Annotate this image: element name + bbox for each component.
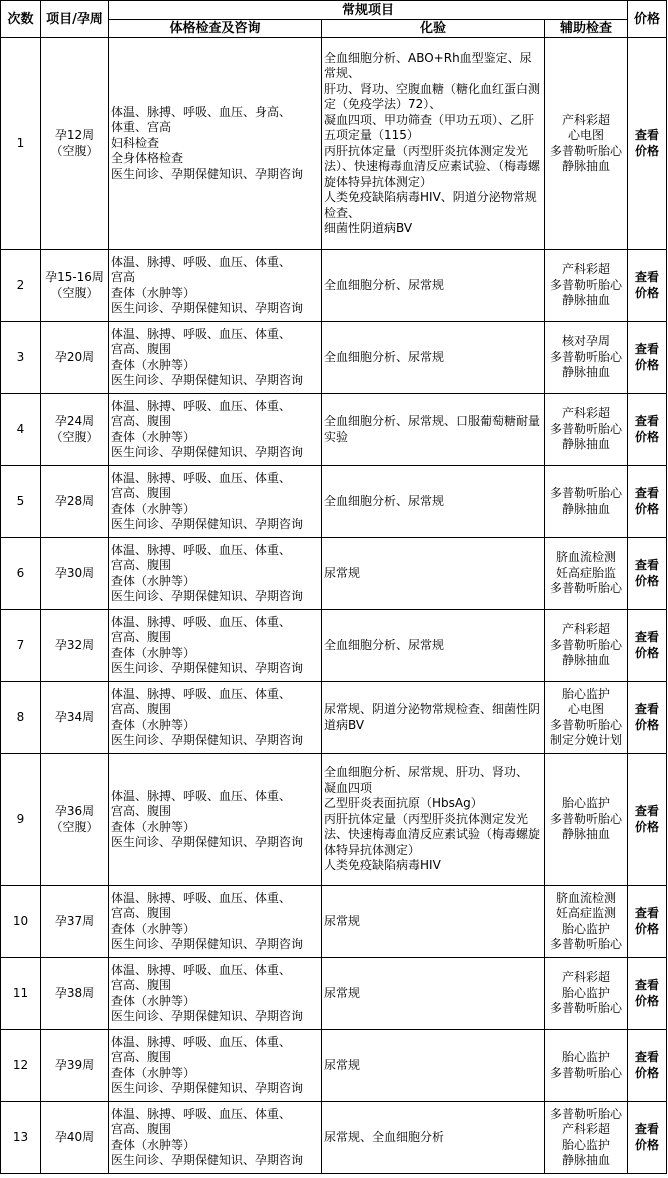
price-link-line: 价格 [634,1065,659,1080]
exam-line: 医生问诊、孕期保健知识、孕期咨询 [111,589,304,603]
lab-test-cell [322,538,545,610]
exam-line: 查体（水肿等） [111,993,196,1008]
lab-test-cell [322,38,545,250]
auxiliary-exam-cell [545,322,628,394]
physical-exam-cell [109,886,322,958]
price-link-line: 价格 [634,143,659,158]
exam-line: 体温、脉搏、呼吸、血压、身高、 [111,104,292,119]
lab-line: 肝功、肾功、空腹血糖（糖化血红蛋白测定（免疫学法）72）、 [324,81,541,111]
price-link-line: 价格 [634,717,659,732]
aux-line: 胎心监护 [561,1050,610,1064]
week-line: （空腹） [50,819,99,834]
physical-exam-cell [109,1102,322,1174]
physical-exam-cell [109,322,322,394]
header-week: 项目/孕周 [41,1,109,38]
auxiliary-exam-cell [545,1102,628,1174]
aux-line: 静脉抽血 [561,159,610,173]
price-link-line: 价格 [634,819,659,834]
lab-line: 凝血四项 [324,780,373,795]
physical-exam-cell [109,610,322,682]
physical-exam-cell [109,538,322,610]
week-line: 孕30周 [54,565,95,580]
aux-line: 多普勒听胎心 [549,421,622,436]
price-link-line: 查看 [634,804,659,818]
lab-test-cell [322,958,545,1030]
physical-exam-cell [109,754,322,886]
aux-line: 静脉抽血 [561,437,610,452]
week-line: （空腹） [50,429,99,444]
exam-line: 医生问诊、孕期保健知识、孕期咨询 [111,835,304,849]
exam-line: 宫高、腹围 [111,906,172,920]
exam-line: 宫高、腹围 [111,558,172,572]
price-link-line: 查看 [634,1122,659,1136]
view-price-link[interactable] [628,394,667,466]
physical-exam-cell [109,1030,322,1102]
week-line: 孕32周 [54,637,95,652]
exam-line: 查体（水肿等） [111,429,196,444]
aux-line: 核对孕周 [561,334,610,349]
exam-line: 宫高、腹围 [111,342,172,356]
aux-line: 多普勒听胎心 [549,937,622,951]
exam-line: 宫高、腹围 [111,702,172,716]
aux-line: 多普勒听胎心 [549,143,622,158]
lab-test-cell [322,754,545,886]
exam-line: 医生问诊、孕期保健知识、孕期咨询 [111,1153,304,1167]
aux-line: 胎心监护 [561,686,610,701]
auxiliary-exam-cell [545,886,628,958]
exam-line: 全身体格检查 [111,151,184,166]
price-link-line: 查看 [634,128,659,142]
table-row [1,466,667,538]
pregnancy-week [41,250,109,322]
exam-line: 宫高、腹围 [111,486,172,500]
auxiliary-exam-cell [545,394,628,466]
price-link-line: 查看 [634,906,659,920]
lab-line: 人类免疫缺陷病毒HIV [324,858,441,873]
visit-number: 5 [1,466,41,538]
view-price-link[interactable] [628,538,667,610]
price-link-line: 查看 [634,558,659,572]
table-row [1,682,667,754]
aux-line: 多普勒听胎心 [549,277,622,292]
week-line: 孕34周 [54,709,95,724]
week-line: 孕37周 [54,913,95,928]
exam-line: 体温、脉搏、呼吸、血压、体重、 [111,542,292,557]
visit-number: 13 [1,1102,41,1174]
price-link-line: 查看 [634,1050,659,1064]
table-row [1,394,667,466]
price-link-line: 价格 [634,645,659,660]
aux-line: 静脉抽血 [561,1153,610,1167]
price-link-line: 价格 [634,993,659,1008]
pregnancy-week [41,394,109,466]
aux-line: 妊高症监测 [555,906,616,920]
exam-line: 查体（水肿等） [111,501,196,516]
exam-line: 体温、脉搏、呼吸、血压、体重、 [111,398,292,413]
visit-number: 4 [1,394,41,466]
pregnancy-week [41,958,109,1030]
aux-line: 静脉抽血 [561,293,610,308]
week-line: 孕20周 [54,349,95,364]
price-link-line: 价格 [634,1137,659,1152]
view-price-link[interactable] [628,754,667,886]
week-line: 孕40周 [54,1129,95,1144]
pregnancy-week [41,754,109,886]
visit-number: 1 [1,38,41,250]
physical-exam-cell [109,958,322,1030]
exam-line: 宫高、腹围 [111,1122,172,1136]
visit-number: 8 [1,682,41,754]
aux-line: 制定分娩计划 [549,733,622,747]
physical-exam-cell [109,466,322,538]
lab-test-cell [322,250,545,322]
exam-line: 查体（水肿等） [111,921,196,936]
aux-line: 胎心监护 [561,796,610,811]
lab-line: 尿常规 [324,913,361,928]
aux-line: 产科彩超 [561,970,610,985]
view-price-link[interactable] [628,466,667,538]
physical-exam-cell [109,38,322,250]
exam-line: 妇科检查 [111,135,160,150]
exam-line: 查体（水肿等） [111,819,196,834]
week-line: 孕38周 [54,985,95,1000]
exam-line: 宫高、腹围 [111,630,172,644]
aux-line: 产科彩超 [561,622,610,637]
view-price-link[interactable] [628,1102,667,1174]
pregnancy-week [41,322,109,394]
exam-line: 查体（水肿等） [111,717,196,732]
lab-test-cell [322,1102,545,1174]
aux-line: 静脉抽血 [561,365,610,380]
view-price-link[interactable] [628,322,667,394]
exam-line: 体温、脉搏、呼吸、血压、体重、 [111,686,292,701]
price-link-line: 查看 [634,978,659,992]
week-line: 孕39周 [54,1057,95,1072]
view-price-link[interactable] [628,682,667,754]
aux-line: 胎心监护 [561,1137,610,1152]
auxiliary-exam-cell [545,38,628,250]
lab-line: 全血细胞分析、ABO+Rh血型鉴定、尿常规、 [324,50,532,80]
header-lab: 化验 [322,20,545,38]
physical-exam-cell [109,682,322,754]
price-link-line: 查看 [634,342,659,356]
exam-line: 体温、脉搏、呼吸、血压、体重、 [111,470,292,485]
price-link-line: 查看 [634,486,659,500]
visit-number: 12 [1,1030,41,1102]
aux-line: 脐血流检测 [555,550,616,565]
lab-test-cell [322,466,545,538]
price-link-line: 价格 [634,573,659,588]
aux-line: 产科彩超 [561,262,610,277]
exam-line: 查体（水肿等） [111,1065,196,1080]
aux-line: 多普勒听胎心 [549,1001,622,1016]
lab-line: 凝血四项、甲功筛查（甲功五项）、乙肝五项定量（115） [324,112,535,142]
table-row [1,38,667,250]
price-link-line: 查看 [634,630,659,644]
exam-line: 医生问诊、孕期保健知识、孕期咨询 [111,661,304,675]
week-line: 孕24周 [54,414,95,428]
exam-line: 查体（水肿等） [111,1137,196,1152]
exam-line: 体温、脉搏、呼吸、血压、体重、 [111,254,292,269]
pregnancy-week [41,38,109,250]
pregnancy-week [41,466,109,538]
lab-test-cell [322,886,545,958]
price-link-line: 价格 [634,501,659,516]
lab-line: 丙肝抗体定量（丙型肝炎抗体测定发光法、快速梅毒血清反应素试验（梅毒螺旋体特异抗体测定） [324,811,541,857]
lab-line: 尿常规 [324,565,361,580]
exam-line: 宫高 [111,270,136,284]
aux-line: 静脉抽血 [561,501,610,516]
header-price: 价格 [628,1,667,38]
aux-line: 静脉抽血 [561,653,610,668]
exam-line: 查体（水肿等） [111,573,196,588]
visit-number: 10 [1,886,41,958]
price-link-line: 价格 [634,285,659,300]
exam-line: 医生问诊、孕期保健知识、孕期咨询 [111,937,304,951]
week-line: （空腹） [50,143,99,158]
pregnancy-week [41,886,109,958]
lab-line: 全血细胞分析、尿常规、肝功、肾功、 [324,765,529,780]
lab-line: 全血细胞分析、尿常规 [324,277,445,292]
table-row [1,250,667,322]
week-line: （空腹） [50,285,99,300]
lab-line: 尿常规、全血细胞分析 [324,1129,445,1144]
auxiliary-exam-cell [545,754,628,886]
aux-line: 脐血流检测 [555,890,616,905]
view-price-link[interactable] [628,610,667,682]
lab-test-cell [322,610,545,682]
pregnancy-week [41,682,109,754]
exam-line: 宫高、腹围 [111,414,172,428]
aux-line: 产科彩超 [561,406,610,421]
exam-line: 医生问诊、孕期保健知识、孕期咨询 [111,1081,304,1095]
week-line: 孕15-16周 [45,270,104,284]
lab-line: 全血细胞分析、尿常规 [324,349,445,364]
lab-line: 丙肝抗体定量（丙型肝炎抗体测定发光法）、快速梅毒血清反应素试验、（梅毒螺旋体特异抗体测定） [324,143,541,189]
view-price-link[interactable] [628,250,667,322]
auxiliary-exam-cell [545,250,628,322]
price-link-line: 查看 [634,702,659,716]
auxiliary-exam-cell [545,610,628,682]
aux-line: 多普勒听胎心 [549,1065,622,1080]
aux-line: 妊高症胎监 [555,565,616,580]
auxiliary-exam-cell [545,1030,628,1102]
exam-line: 查体（水肿等） [111,357,196,372]
exam-line: 宫高、腹围 [111,978,172,992]
auxiliary-exam-cell [545,958,628,1030]
lab-test-cell [322,682,545,754]
aux-line: 多普勒听胎心 [549,486,622,500]
view-price-link[interactable] [628,1030,667,1102]
lab-test-cell [322,1030,545,1102]
week-line: 孕36周 [54,804,95,818]
exam-line: 体温、脉搏、呼吸、血压、体重、 [111,962,292,977]
lab-test-cell [322,322,545,394]
exam-line: 医生问诊、孕期保健知识、孕期咨询 [111,301,304,315]
aux-line: 产科彩超 [561,112,610,127]
visit-number: 6 [1,538,41,610]
pregnancy-week [41,538,109,610]
pregnancy-week [41,1030,109,1102]
lab-line: 全血细胞分析、尿常规 [324,493,445,508]
exam-line: 查体（水肿等） [111,285,196,300]
exam-line: 医生问诊、孕期保健知识、孕期咨询 [111,445,304,459]
price-link-line: 价格 [634,921,659,936]
exam-line: 体温、脉搏、呼吸、血压、体重、 [111,326,292,341]
exam-line: 体温、脉搏、呼吸、血压、体重、 [111,890,292,905]
aux-line: 胎心监护 [561,921,610,936]
lab-test-cell [322,394,545,466]
table-row [1,958,667,1030]
aux-line: 多普勒听胎心 [549,1106,622,1121]
header-exam: 体格检查及咨询 [109,20,322,38]
header-aux: 辅助检查 [545,20,628,38]
exam-line: 体温、脉搏、呼吸、血压、体重、 [111,614,292,629]
aux-line: 多普勒听胎心 [549,349,622,364]
exam-line: 查体（水肿等） [111,645,196,660]
lab-line: 全血细胞分析、尿常规、口服葡萄糖耐量实验 [324,414,541,444]
lab-line: 尿常规 [324,1057,361,1072]
aux-line: 心电图 [567,128,604,142]
view-price-link[interactable] [628,958,667,1030]
lab-line: 尿常规 [324,985,361,1000]
pregnancy-week [41,1102,109,1174]
exam-line: 体温、脉搏、呼吸、血压、体重、 [111,788,292,803]
price-link-line: 价格 [634,357,659,372]
pregnancy-week [41,610,109,682]
lab-line: 细菌性阴道病BV [324,221,413,235]
lab-line: 全血细胞分析、尿常规 [324,637,445,652]
exam-line: 医生问诊、孕期保健知识、孕期咨询 [111,166,304,181]
exam-line: 医生问诊、孕期保健知识、孕期咨询 [111,733,304,747]
exam-line: 体重、宫高 [111,120,172,135]
exam-line: 体温、脉搏、呼吸、血压、体重、 [111,1106,292,1121]
visit-number: 3 [1,322,41,394]
schedule-body [1,38,667,1174]
visit-number: 2 [1,250,41,322]
exam-line: 医生问诊、孕期保健知识、孕期咨询 [111,373,304,387]
aux-line: 多普勒听胎心 [549,637,622,652]
aux-line: 多普勒听胎心 [549,581,622,596]
header-routine: 常规项目 [109,1,628,20]
physical-exam-cell [109,250,322,322]
table-row [1,1102,667,1174]
aux-line: 多普勒听胎心 [549,717,622,732]
exam-line: 医生问诊、孕期保健知识、孕期咨询 [111,517,304,531]
visit-number: 7 [1,610,41,682]
lab-line: 乙型肝炎表面抗原（HbsAg） [324,796,483,811]
week-line: 孕28周 [54,493,95,508]
aux-line: 心电图 [567,702,604,716]
exam-line: 宫高、腹围 [111,804,172,818]
aux-line: 多普勒听胎心 [549,811,622,826]
lab-line: 尿常规、阴道分泌物常规检查、细菌性阴道病BV [324,702,541,732]
aux-line: 静脉抽血 [561,827,610,842]
auxiliary-exam-cell [545,466,628,538]
table-row [1,322,667,394]
visit-number: 9 [1,754,41,886]
price-link-line: 查看 [634,270,659,284]
week-line: 孕12周 [54,128,95,142]
view-price-link[interactable] [628,38,667,250]
header-row-top [1,1,667,20]
visit-number: 11 [1,958,41,1030]
aux-line: 产科彩超 [561,1122,610,1136]
auxiliary-exam-cell [545,682,628,754]
price-link-line: 查看 [634,414,659,428]
physical-exam-cell [109,394,322,466]
aux-line: 胎心监护 [561,985,610,1000]
table-row [1,1030,667,1102]
price-link-line: 价格 [634,429,659,444]
auxiliary-exam-cell [545,538,628,610]
table-row [1,754,667,886]
exam-line: 医生问诊、孕期保健知识、孕期咨询 [111,1009,304,1023]
exam-line: 体温、脉搏、呼吸、血压、体重、 [111,1034,292,1049]
lab-line: 人类免疫缺陷病毒HIV、阴道分泌物常规检查、 [324,190,537,220]
table-row [1,610,667,682]
header-num: 次数 [1,1,41,38]
exam-line: 宫高、腹围 [111,1050,172,1064]
table-row [1,886,667,958]
view-price-link[interactable] [628,886,667,958]
table-row [1,538,667,610]
